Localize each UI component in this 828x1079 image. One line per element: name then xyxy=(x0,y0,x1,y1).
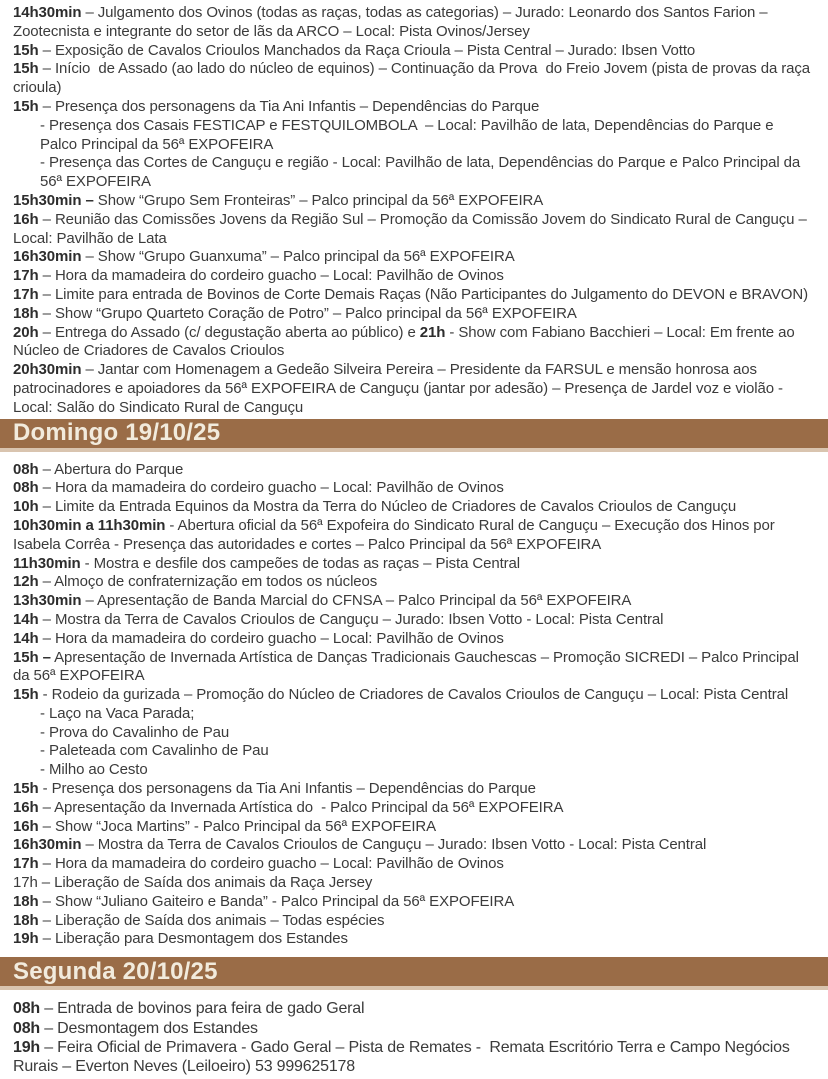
schedule-line: 08h – Abertura do Parque xyxy=(13,460,184,478)
time-label: 10h30min a 11h30min xyxy=(13,516,166,534)
schedule-line: - Prova do Cavalinho de Pau xyxy=(40,723,230,741)
schedule-line: 17h – Limite para entrada de Bovinos de Corte Demais Raças (Não Participantes do Julgamento do DEVON e BRAVON) xyxy=(13,285,808,303)
time-label: 15h xyxy=(13,41,39,59)
schedule-line: 15h – Apresentação de Invernada Artística de Danças Tradicionais Gauchescas – Promoção SICREDI – Palco Principal da 56ª EXPOFEIRA xyxy=(13,648,803,685)
schedule-line: 20h – Entrega do Assado (c/ degustação aberta ao público) e 21h - Show com Fabiano Bacchieri – Local: Em frente ao Núcleo de Criadores de Cavalos Crioulos xyxy=(13,323,799,360)
time-label: 12h xyxy=(13,573,39,591)
time-label: 19h xyxy=(13,930,39,948)
time-label: 08h xyxy=(13,479,39,497)
schedule-line: 15h – Presença dos personagens da Tia Ani Infantis – Dependências do Parque xyxy=(13,97,540,115)
schedule-line: 15h - Presença dos personagens da Tia Ani Infantis – Dependências do Parque xyxy=(13,780,536,798)
schedule-line: - Presença das Cortes de Canguçu e região - Local: Pavilhão de lata, Dependências do Parque e Palco Principal da 56ª EXPOFEIRA xyxy=(40,154,805,191)
schedule-line: 17h – Hora da mamadeira do cordeiro guacho – Local: Pavilhão de Ovinos xyxy=(13,855,504,873)
time-label: 08h xyxy=(13,1019,40,1037)
schedule-line: 18h – Liberação de Saída dos animais – Todas espécies xyxy=(13,911,385,929)
section-items-segunda xyxy=(0,999,828,1077)
schedule-line: 14h – Mostra da Terra de Cavalos Crioulos de Canguçu – Jurado: Ibsen Votto - Local: Pista Central xyxy=(13,610,664,628)
time-label: 14h xyxy=(13,610,39,628)
schedule-line: 17h – Liberação de Saída dos animais da Raça Jersey xyxy=(13,874,373,892)
schedule-line: 15h - Rodeio da gurizada – Promoção do Núcleo de Criadores de Cavalos Crioulos de Canguçu – Local: Pista Central xyxy=(13,686,789,704)
time-label: 15h xyxy=(13,60,39,78)
time-label: 08h xyxy=(13,460,39,478)
schedule-line: 12h – Almoço de confraternização em todos os núcleos xyxy=(13,573,378,591)
schedule-line: - Presença dos Casais FESTICAP e FESTQUILOMBOLA – Local: Pavilhão de lata, Dependências do Parque e Palco Principal da 56ª EXPOFEIRA xyxy=(40,116,778,153)
schedule-line: 15h – Início de Assado (ao lado do núcleo de equinos) – Continuação da Prova do Freio Jovem (pista de provas da raça crioula) xyxy=(13,60,815,97)
time-label: 18h xyxy=(13,911,39,929)
time-label: 08h xyxy=(13,1000,40,1018)
time-label: 14h30min xyxy=(13,4,82,21)
schedule-line: 13h30min – Apresentação de Banda Marcial do CFNSA – Palco Principal da 56ª EXPOFEIRA xyxy=(13,592,632,610)
schedule-line: 15h – Exposição de Cavalos Crioulos Manchados da Raça Crioula – Pista Central – Jurado: Ibsen Votto xyxy=(13,41,696,59)
schedule-line: 18h – Show “Grupo Quarteto Coração de Potro” – Palco principal da 56ª EXPOFEIRA xyxy=(13,304,577,322)
time-label: 10h xyxy=(13,498,39,516)
time-label: 17h xyxy=(13,267,39,285)
time-label: 17h xyxy=(13,855,39,873)
time-label: 15h xyxy=(13,780,39,798)
time-label: 20h30min xyxy=(13,361,82,379)
schedule-line: 16h – Apresentação da Invernada Artística do - Palco Principal da 56ª EXPOFEIRA xyxy=(13,798,564,816)
time-label: 15h xyxy=(13,97,39,115)
schedule-line: - Paleteada com Cavalinho de Pau xyxy=(40,742,269,760)
time-label: 15h30min – xyxy=(13,191,94,209)
schedule-line: 10h30min a 11h30min - Abertura oficial da 56ª Expofeira do Sindicato Rural de Canguçu – Execução dos Hinos por Isabela Corrêa - Presença das autoridades e cortes – Palco Principal da 56ª EXPOFEIRA xyxy=(13,516,779,553)
time-label: 16h30min xyxy=(13,248,82,266)
section-header-domingo xyxy=(0,419,828,452)
section-header-label: Domingo 19/10/25 xyxy=(13,419,221,447)
time-label: 16h xyxy=(13,798,39,816)
schedule-line: 08h – Hora da mamadeira do cordeiro guacho – Local: Pavilhão de Ovinos xyxy=(13,479,504,497)
schedule-line: 20h30min – Jantar com Homenagem a Gedeão Silveira Pereira – Presidente da FARSUL e mensão honrosa aos patrocinadores e apoiadores da 56ª EXPOFEIRA de Canguçu (jantar por adesão) – Presença de Jardel voz e violão - Local: Salão do Sindicato Rural de Canguçu xyxy=(13,361,787,416)
time-label: 18h xyxy=(13,304,39,322)
time-label: 20h xyxy=(13,323,39,341)
time-label: 15h xyxy=(13,686,39,704)
time-label: 14h xyxy=(13,629,39,647)
time-label: 16h30min xyxy=(13,836,82,854)
schedule-line: - Milho ao Cesto xyxy=(40,761,148,779)
time-label: 15h – xyxy=(13,648,51,666)
schedule-line: 16h30min – Mostra da Terra de Cavalos Crioulos de Canguçu – Jurado: Ibsen Votto - Local: Pista Central xyxy=(13,836,707,854)
section-items-domingo xyxy=(0,461,828,950)
time-label: 16h xyxy=(13,210,39,228)
time-label: 16h xyxy=(13,817,39,835)
schedule-line: 08h – Entrada de bovinos para feira de gado Geral xyxy=(13,1000,365,1018)
schedule-line: - Laço na Vaca Parada; xyxy=(40,704,195,722)
time-label: 13h30min xyxy=(13,592,82,610)
schedule-line: 16h – Show “Joca Martins” - Palco Principal da 56ª EXPOFEIRA xyxy=(13,817,437,835)
schedule-line: 16h – Reunião das Comissões Jovens da Região Sul – Promoção da Comissão Jovem do Sindicato Rural de Canguçu – Local: Pavilhão de Lata xyxy=(13,210,811,247)
schedule-line: 18h – Show “Juliano Gaiteiro e Banda” - Palco Principal da 56ª EXPOFEIRA xyxy=(13,892,515,910)
schedule-line: 11h30min - Mostra e desfile dos campeões de todas as raças – Pista Central xyxy=(13,554,521,572)
schedule-line: 15h30min – Show “Grupo Sem Fronteiras” – Palco principal da 56ª EXPOFEIRA xyxy=(13,191,544,209)
time-label: 18h xyxy=(13,892,39,910)
time-label: 19h xyxy=(13,1039,40,1057)
schedule-line: 10h – Limite da Entrada Equinos da Mostra da Terra do Núcleo de Criadores de Cavalos Crioulos de Canguçu xyxy=(13,498,737,516)
schedule-line: 17h – Hora da mamadeira do cordeiro guacho – Local: Pavilhão de Ovinos xyxy=(13,267,504,285)
time-label: 21h xyxy=(419,323,446,341)
schedule-line: 08h – Desmontagem dos Estandes xyxy=(13,1019,258,1037)
schedule-line: 19h – Liberação para Desmontagem dos Estandes xyxy=(13,930,348,948)
section-header-segunda xyxy=(0,957,828,990)
section-items-saturday xyxy=(0,4,828,418)
time-label: 17h xyxy=(13,285,39,303)
schedule-line: 14h30min – Julgamento dos Ovinos (todas as raças, todas as categorias) – Jurado: Leonardo dos Santos Farion – Zootecnista e integrante do setor de lãs da ARCO – Local: Pista Ovinos/Jersey xyxy=(13,4,772,40)
schedule-line: 14h – Hora da mamadeira do cordeiro guacho – Local: Pavilhão de Ovinos xyxy=(13,629,504,647)
time-label: 11h30min xyxy=(13,554,81,572)
section-header-label: Segunda 20/10/25 xyxy=(13,957,218,985)
schedule-line: 19h – Feira Oficial de Primavera - Gado Geral – Pista de Remates - Remata Escritório Terra e Campo Negócios Rurais – Everton Neves (Leiloeiro) 53 999625178 xyxy=(13,1039,794,1076)
schedule-line: 16h30min – Show “Grupo Guanxuma” – Palco principal da 56ª EXPOFEIRA xyxy=(13,248,515,266)
